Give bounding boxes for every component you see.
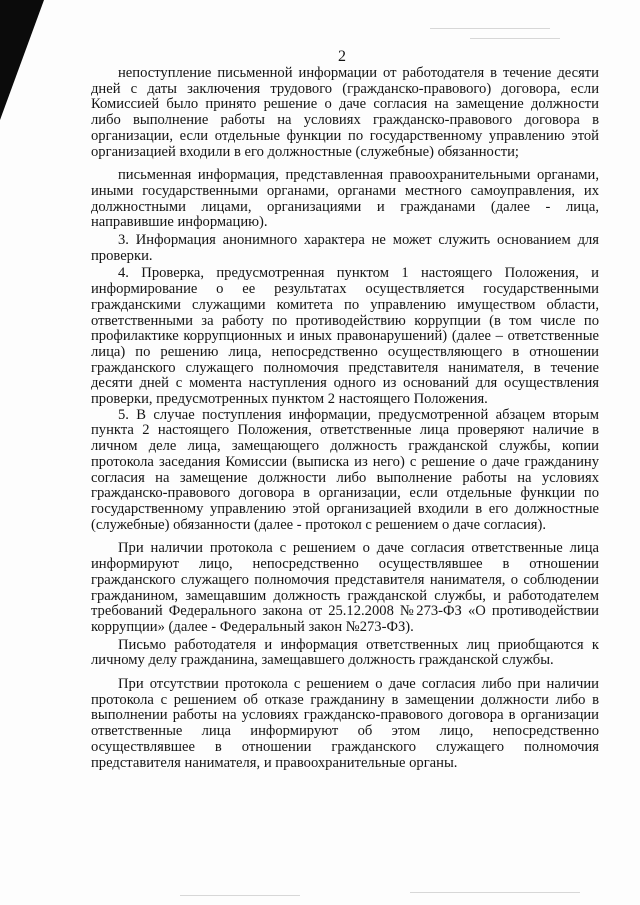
scan-noise [470,38,560,39]
scan-noise [430,28,550,29]
page-number: 2 [338,48,346,65]
paragraph: При наличии протокола с решением о даче согласия ответственные лица информируют лицо, непосредственно осуществлявшее в отношении гражданского служащего полномочия представителя нанимателя, о соблюдении гражданином, замещавшим должность гражданской службы, и работодателем требований Федерального закона от 25.12.2008 №273-ФЗ «О противодействии коррупции» (далее - Федеральный закон №273-ФЗ). [91,540,599,635]
scan-noise [410,892,580,893]
paragraph: Письмо работодателя и информация ответственных лиц приобщаются к личному делу гражданина, замещавшего должность гражданской службы. [91,636,599,669]
paragraph: 3. Информация анонимного характера не может служить основанием для проверки. [91,232,599,264]
paragraph: 4. Проверка, предусмотренная пунктом 1 настоящего Положения, и информирование о ее результатах осуществляется государственными гражданскими служащими комитета по управлению имуществом области, ответственными за работу по противодействию коррупции (в том числе по профилактике коррупционных и иных правонарушений) (далее – ответственные лица) по решению лица, непосредственно осуществляющего в отношении гражданского служащего полномочия представителя нанимателя, в течение десяти дней с момента наступления одного из оснований для осуществления проверки, предусмотренных пунктом 2 настоящего Положения. [91,265,599,408]
paragraph: письменная информация, представленная правоохранительными органами, иными государственными органами, органами местного самоуправления, их должностными лицами, организациями и гражданами (далее - лица, направившие информацию). [91,167,599,231]
paragraph: 5. В случае поступления информации, предусмотренной абзацем вторым пункта 2 настоящего Положения, ответственные лица проверяют наличие в личном деле лица, замещающего должность гражданской службы, копии протокола заседания Комиссии (выписка из него) с решение о даче гражданину согласия на замещение должности либо выполнение работы на условиях гражданско-правового договора в организации, если отдельные функции по государственному управлению этой организацией входили в его должностные (служебные) обязанности (далее - протокол с решением о даче согласия). [91,406,599,533]
paragraph: При отсутствии протокола с решением о даче согласия либо при наличии протокола с решением об отказе гражданину в замещении должности либо в выполнении работы на условиях гражданско-правового договора в организации ответственные лица информируют об этом лицо, непосредственно осуществлявшее в отношении гражданского служащего полномочия представителя нанимателя, и правоохранительные органы. [91,676,599,771]
scan-noise [180,895,300,896]
document-body [91,66,599,771]
paragraph: непоступление письменной информации от работодателя в течение десяти дней с даты заключения трудового (гражданско-правового) договора, если Комиссией было принято решение о даче согласия на замещение должности либо выполнение работы на условиях гражданско-правового договора в организации, если отдельные функции по государственному управлению этой организацией входили в его должностные (служебные) обязанности; [91,65,599,160]
